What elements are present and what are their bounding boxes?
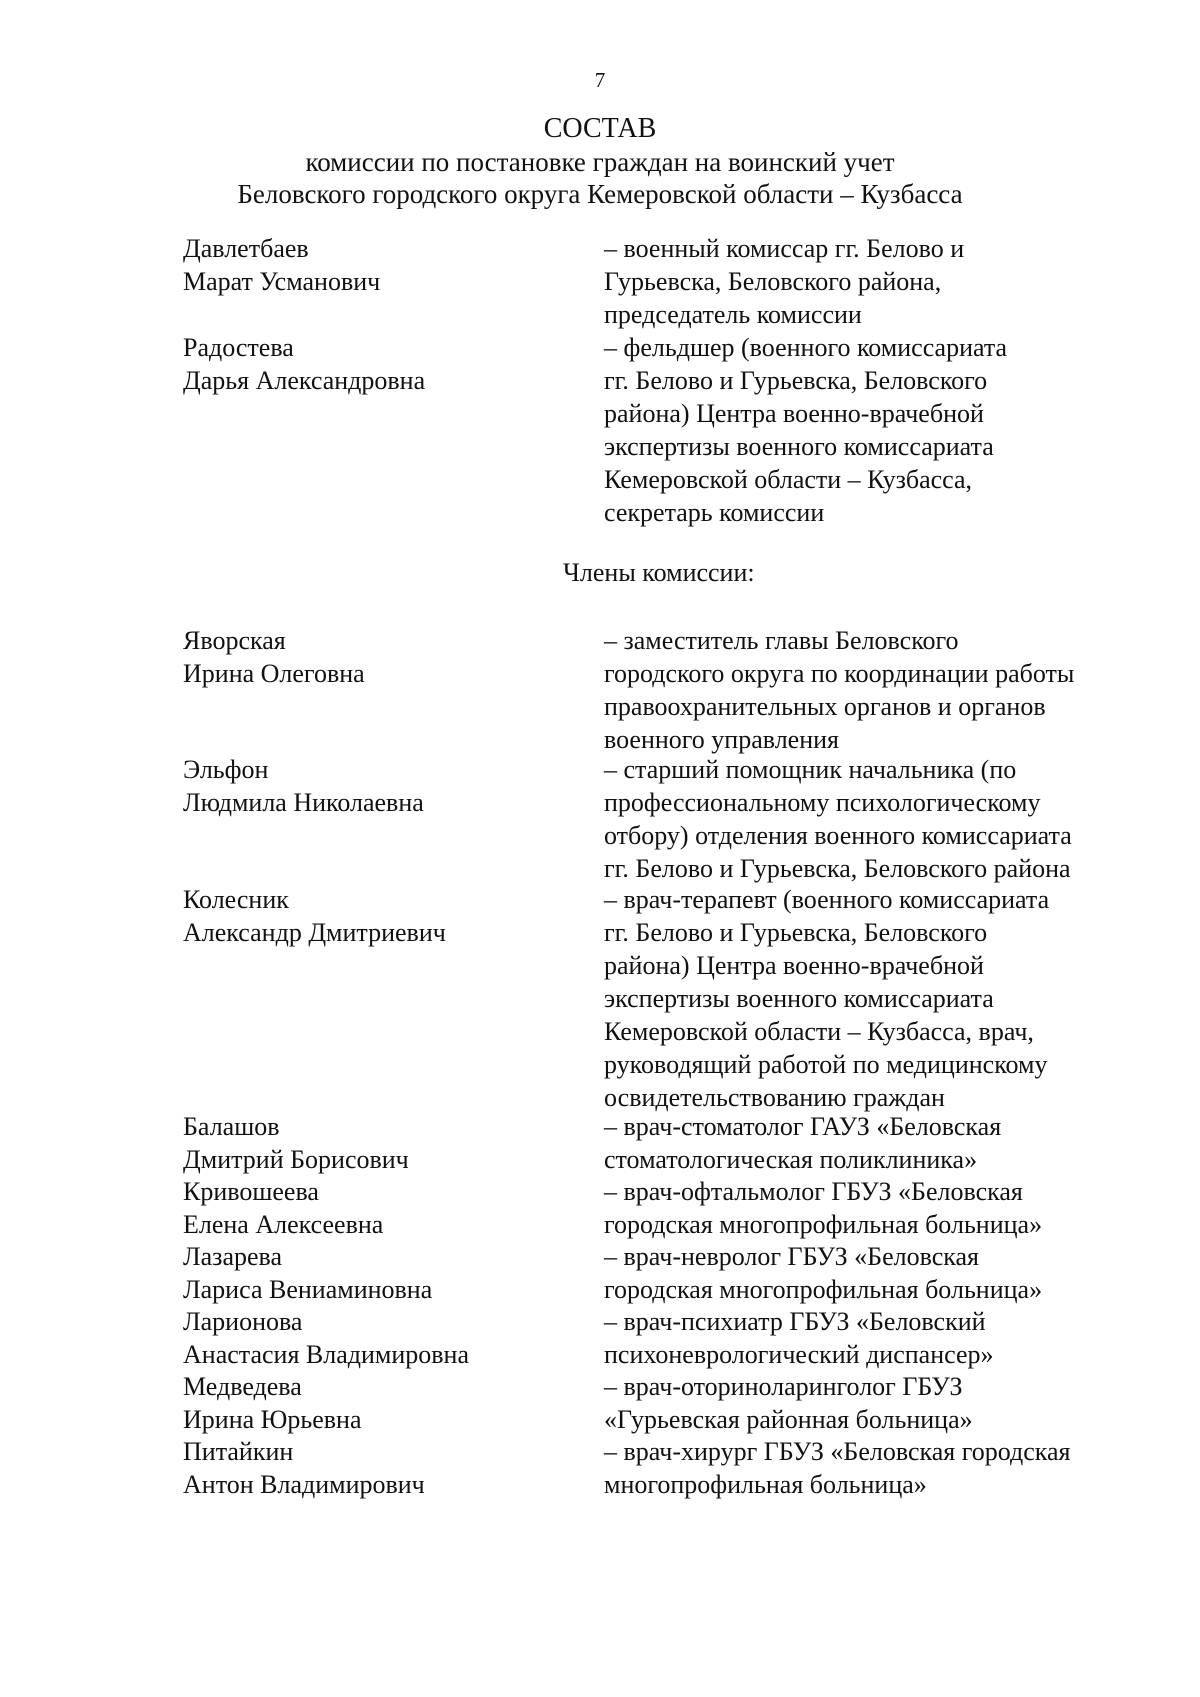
role-line: секретарь комиссии xyxy=(604,498,825,527)
role-line: городского округа по координации работы xyxy=(604,659,1075,688)
person-role xyxy=(604,624,1164,756)
role-line: – фельдшер (военного комиссариата xyxy=(604,333,1008,362)
surname: Яворская xyxy=(183,626,286,655)
person-role xyxy=(604,1435,1164,1501)
person-name xyxy=(183,331,603,397)
person-name xyxy=(183,1370,603,1436)
role-line: района) Центра военно-врачебной xyxy=(604,951,984,980)
role-line: городская многопрофильная больница» xyxy=(604,1275,1043,1304)
person-name xyxy=(183,1110,603,1176)
role-line: – врач-психиатр ГБУЗ «Беловский xyxy=(604,1307,986,1336)
person-name xyxy=(183,883,603,949)
role-line: экспертизы военного комиссариата xyxy=(604,984,994,1013)
surname: Колесник xyxy=(183,885,289,914)
person-role xyxy=(604,1370,1164,1436)
role-line: руководящий работой по медицинскому xyxy=(604,1050,1048,1079)
person-name xyxy=(183,232,603,298)
role-line: правоохранительных органов и органов xyxy=(604,692,1046,721)
given-names: Дарья Александровна xyxy=(183,366,426,395)
surname: Кривошеева xyxy=(183,1177,319,1206)
role-line: Кемеровской области – Кузбасса, xyxy=(604,465,973,494)
role-line: председатель комиссии xyxy=(604,300,862,329)
given-names: Антон Владимирович xyxy=(183,1470,425,1499)
surname: Медведева xyxy=(183,1372,302,1401)
role-line: – врач-офтальмолог ГБУЗ «Беловская xyxy=(604,1177,1023,1206)
role-line: многопрофильная больница» xyxy=(604,1470,927,1499)
role-line: стоматологическая поликлиника» xyxy=(604,1145,978,1174)
role-line: «Гурьевская районная больница» xyxy=(604,1405,973,1434)
person-name xyxy=(183,753,603,819)
person-role xyxy=(604,1175,1164,1241)
given-names: Дмитрий Борисович xyxy=(183,1145,409,1174)
surname: Эльфон xyxy=(183,755,269,784)
role-line: – врач-терапевт (военного комиссариата xyxy=(604,885,1050,914)
role-line: – врач-оториноларинголог ГБУЗ xyxy=(604,1372,963,1401)
surname: Балашов xyxy=(183,1112,280,1141)
role-line: военного управления xyxy=(604,725,839,754)
person-name xyxy=(183,1240,603,1306)
role-line: – военный комиссар гг. Белово и xyxy=(604,234,965,263)
person-role xyxy=(604,1305,1164,1371)
person-role xyxy=(604,232,1164,331)
surname: Ларионова xyxy=(183,1307,303,1336)
person-role xyxy=(604,883,1164,1114)
given-names: Ирина Олеговна xyxy=(183,659,365,688)
person-name xyxy=(183,1175,603,1241)
role-line: Гурьевска, Беловского района, xyxy=(604,267,942,296)
role-line: – врач-хирург ГБУЗ «Беловская городская xyxy=(604,1437,1071,1466)
given-names: Марат Усманович xyxy=(183,267,381,296)
person-role xyxy=(604,753,1164,885)
role-line: – старший помощник начальника (по xyxy=(604,755,1017,784)
role-line: городская многопрофильная больница» xyxy=(604,1210,1043,1239)
role-line: психоневрологический диспансер» xyxy=(604,1340,994,1369)
given-names: Елена Алексеевна xyxy=(183,1210,384,1239)
given-names: Людмила Николаевна xyxy=(183,788,424,817)
person-role xyxy=(604,331,1164,529)
given-names: Ирина Юрьевна xyxy=(183,1405,362,1434)
surname: Радостева xyxy=(183,333,294,362)
given-names: Анастасия Владимировна xyxy=(183,1340,469,1369)
role-line: гг. Белово и Гурьевска, Беловского xyxy=(604,918,988,947)
role-line: – врач-невролог ГБУЗ «Беловская xyxy=(604,1242,980,1271)
person-role xyxy=(604,1240,1164,1306)
given-names: Лариса Вениаминовна xyxy=(183,1275,433,1304)
page-number: 7 xyxy=(594,68,606,92)
person-role xyxy=(604,1110,1164,1176)
person-name xyxy=(183,1305,603,1371)
role-line: гг. Белово и Гурьевска, Беловского xyxy=(604,366,988,395)
role-line: гг. Белово и Гурьевска, Беловского района xyxy=(604,854,1071,883)
members-heading: Члены комиссии: xyxy=(563,558,755,587)
surname: Питайкин xyxy=(183,1437,294,1466)
role-line: – врач-стоматолог ГАУЗ «Беловская xyxy=(604,1112,1002,1141)
role-line: Кемеровской области – Кузбасса, врач, xyxy=(604,1017,1034,1046)
document-subtitle-line: комиссии по постановке граждан на воинский учет xyxy=(305,147,895,177)
role-line: района) Центра военно-врачебной xyxy=(604,399,984,428)
surname: Давлетбаев xyxy=(183,234,309,263)
document-title: СОСТАВ xyxy=(543,113,657,144)
given-names: Александр Дмитриевич xyxy=(183,918,446,947)
role-line: отбору) отделения военного комиссариата xyxy=(604,821,1072,850)
role-line: экспертизы военного комиссариата xyxy=(604,432,994,461)
person-name xyxy=(183,624,603,690)
document-subtitle-line: Беловского городского округа Кемеровской области – Кузбасса xyxy=(237,179,963,209)
role-line: освидетельствованию граждан xyxy=(604,1083,945,1112)
person-name xyxy=(183,1435,603,1501)
role-line: профессиональному психологическому xyxy=(604,788,1041,817)
role-line: – заместитель главы Беловского xyxy=(604,626,959,655)
surname: Лазарева xyxy=(183,1242,282,1271)
